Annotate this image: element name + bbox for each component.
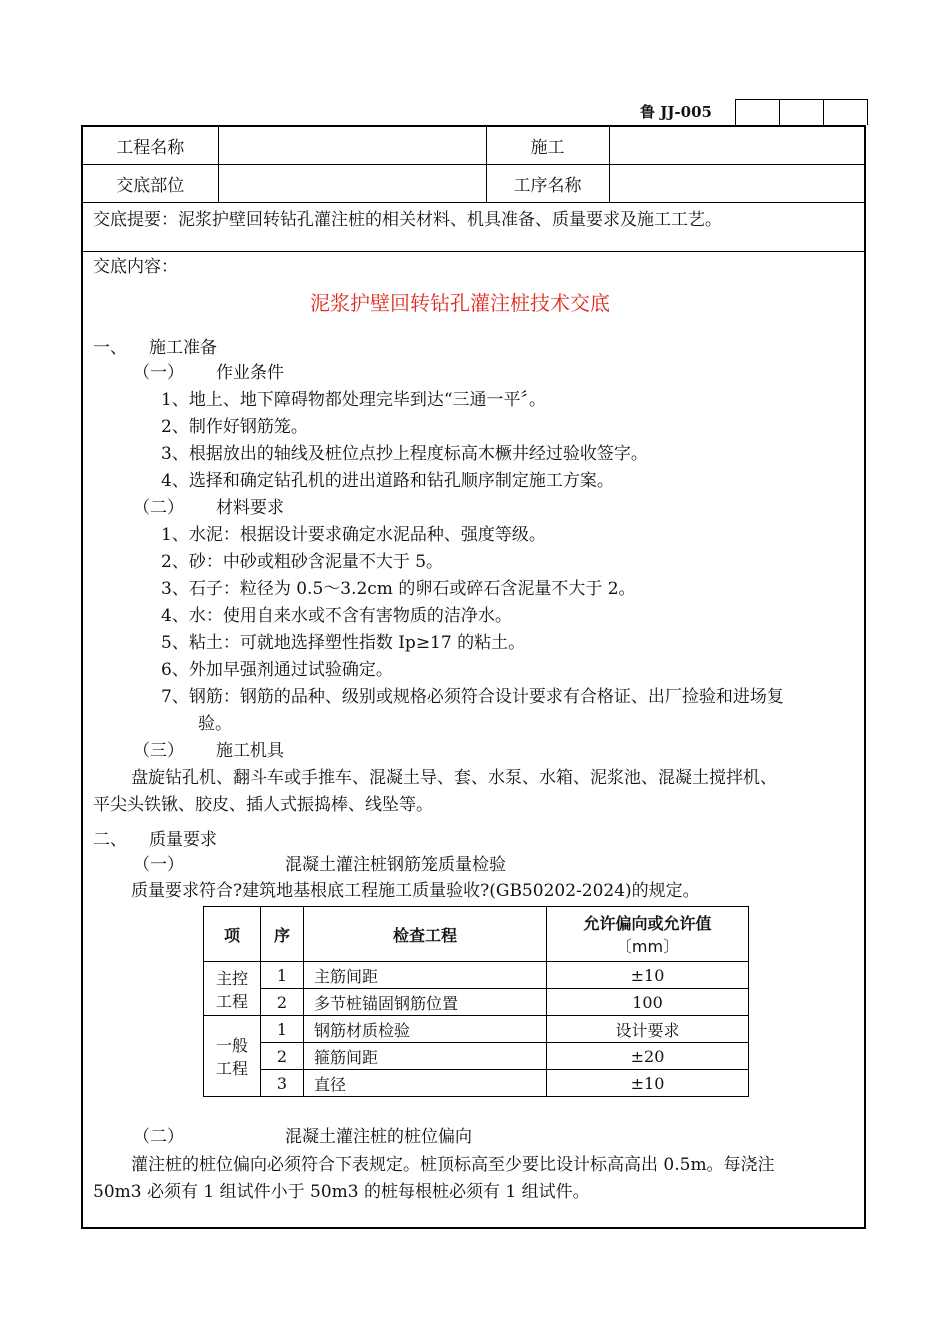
table-item: 直径 (304, 1070, 547, 1097)
code-box-2 (779, 99, 824, 125)
table-item: 钢筋材质检验 (304, 1016, 547, 1043)
col-header-tolerance (547, 907, 749, 962)
sec1-sub1-item: 1、地上、地下障碍物都处理完毕到达“三通一平〞。 (161, 390, 547, 410)
document-frame (81, 125, 866, 1229)
rebar-cage-quality-table (203, 906, 749, 1097)
sec1-sub2-item: 7、钢筋：钢筋的品种、级别或规格必须符合设计要求有合格证、出厂捡验和进场复 (161, 687, 784, 707)
group-main-line2: 工程 (215, 991, 248, 1011)
group-main-control (204, 962, 261, 1016)
group-general-line2: 工程 (215, 1059, 248, 1078)
tolerance-header-line1: 允许偏向或允许值 (583, 914, 712, 933)
sec1-sub1-num: （一） (133, 363, 184, 383)
sec1-sub2-item: 6、外加早强剂通过试验确定。 (161, 660, 393, 680)
summary-divider (83, 251, 864, 252)
code-box-1 (735, 99, 780, 125)
sec2-sub1-num: （一） (133, 855, 184, 875)
sec2-sub2-text: 灌注桩的桩位偏向必须符合下表规定。桩顶标高至少要比设计标高高出 0.5m。每浇注 (131, 1155, 775, 1175)
col-header-seq: 序 (261, 907, 304, 962)
sec1-sub2-item: 3、石子：粒径为 0.5～3.2cm 的卵石或碎石含泥量不大于 2。 (161, 579, 636, 599)
col-header-item: 项 (204, 907, 261, 962)
table-value: 设计要求 (547, 1016, 749, 1043)
document-title: 泥浆护壁回转钻孔灌注桩技术交底 (310, 291, 610, 315)
sec2-sub1-heading: 混凝土灌注桩钢筋笼质量检验 (285, 855, 506, 875)
sec1-sub2-item-cont: 验。 (198, 714, 232, 734)
sec1-sub3-heading: 施工机具 (216, 741, 284, 761)
table-value: ±10 (547, 1070, 749, 1097)
sec1-sub2-item: 2、砂：中砂或粗砂含泥量不大于 5。 (161, 552, 444, 572)
sec2-sub2-heading: 混凝土灌注桩的桩位偏向 (285, 1127, 472, 1147)
sec2-heading: 质量要求 (149, 830, 217, 850)
project-name-value (218, 127, 486, 165)
construction-label: 施工 (486, 127, 609, 165)
sec1-sub2-num: （二） (133, 498, 184, 518)
project-name-label: 工程名称 (83, 127, 218, 165)
table-seq: 1 (261, 1016, 304, 1043)
sec2-sub2-num: （二） (133, 1127, 184, 1147)
sec1-sub1-heading: 作业条件 (216, 363, 284, 383)
table-seq: 2 (261, 989, 304, 1016)
sec1-sub3-text: 盘旋钻孔机、翻斗车或手推车、混凝土导、套、水泵、水箱、泥浆池、混凝土搅拌机、 (131, 768, 777, 788)
header-table (83, 127, 864, 203)
sec1-sub3-text: 平尖头铁锹、胶皮、插人式振捣棒、线坠等。 (93, 795, 433, 815)
doc-code-row (640, 99, 868, 125)
sec1-sub2-item: 4、水：使用自来水或不含有害物质的洁净水。 (161, 606, 512, 626)
sec2-sub2-text: 50m3 必须有 1 组试件小于 50m3 的桩每根桩必须有 1 组试件。 (93, 1182, 590, 1202)
sec2-sub1-text: 质量要求符合?建筑地基根底工程施工质量验收?(GB50202-2024)的规定。 (131, 881, 700, 901)
sec1-sub1-item: 3、根据放出的轴线及桩位点抄上程度标高木橛井经过验收签字。 (161, 444, 648, 464)
process-name-value (609, 165, 864, 203)
handover-part-value (218, 165, 486, 203)
sec1-heading: 施工准备 (149, 338, 217, 358)
content-label: 交底内容： (93, 257, 178, 277)
code-box-3 (823, 99, 868, 125)
table-value: ±20 (547, 1043, 749, 1070)
table-value: ±10 (547, 962, 749, 989)
sec1-sub2-item: 1、水泥：根据设计要求确定水泥品种、强度等级。 (161, 525, 546, 545)
table-item: 多节桩锚固钢筋位置 (304, 989, 547, 1016)
handover-part-label: 交底部位 (83, 165, 218, 203)
table-seq: 3 (261, 1070, 304, 1097)
sec1-heading-num: 一、 (93, 338, 127, 358)
table-value: 100 (547, 989, 749, 1016)
tolerance-header-line2: 〔mm〕 (615, 937, 680, 956)
process-name-label: 工序名称 (486, 165, 609, 203)
table-seq: 2 (261, 1043, 304, 1070)
sec1-sub3-num: （三） (133, 741, 184, 761)
group-general (204, 1016, 261, 1097)
sec1-sub1-item: 2、制作好钢筋笼。 (161, 417, 308, 437)
table-item: 箍筋间距 (304, 1043, 547, 1070)
sec1-sub2-item: 5、粘土：可就地选择塑性指数 Ip≥17 的粘土。 (161, 633, 526, 653)
sec1-sub2-heading: 材料要求 (216, 498, 284, 518)
sec2-heading-num: 二、 (93, 830, 127, 850)
table-item: 主筋间距 (304, 962, 547, 989)
group-main-line1: 主控 (215, 968, 248, 988)
summary-text: 交底提要：泥浆护壁回转钻孔灌注桩的相关材料、机具准备、质量要求及施工工艺。 (93, 210, 722, 230)
construction-value (609, 127, 864, 165)
doc-code: 鲁 JJ-005 (640, 103, 712, 121)
col-header-check: 检查工程 (304, 907, 547, 962)
sec1-sub1-item: 4、选择和确定钻孔机的进出道路和钻孔顺序制定施工方案。 (161, 471, 614, 491)
table-seq: 1 (261, 962, 304, 989)
group-general-line1: 一般 (215, 1036, 248, 1055)
